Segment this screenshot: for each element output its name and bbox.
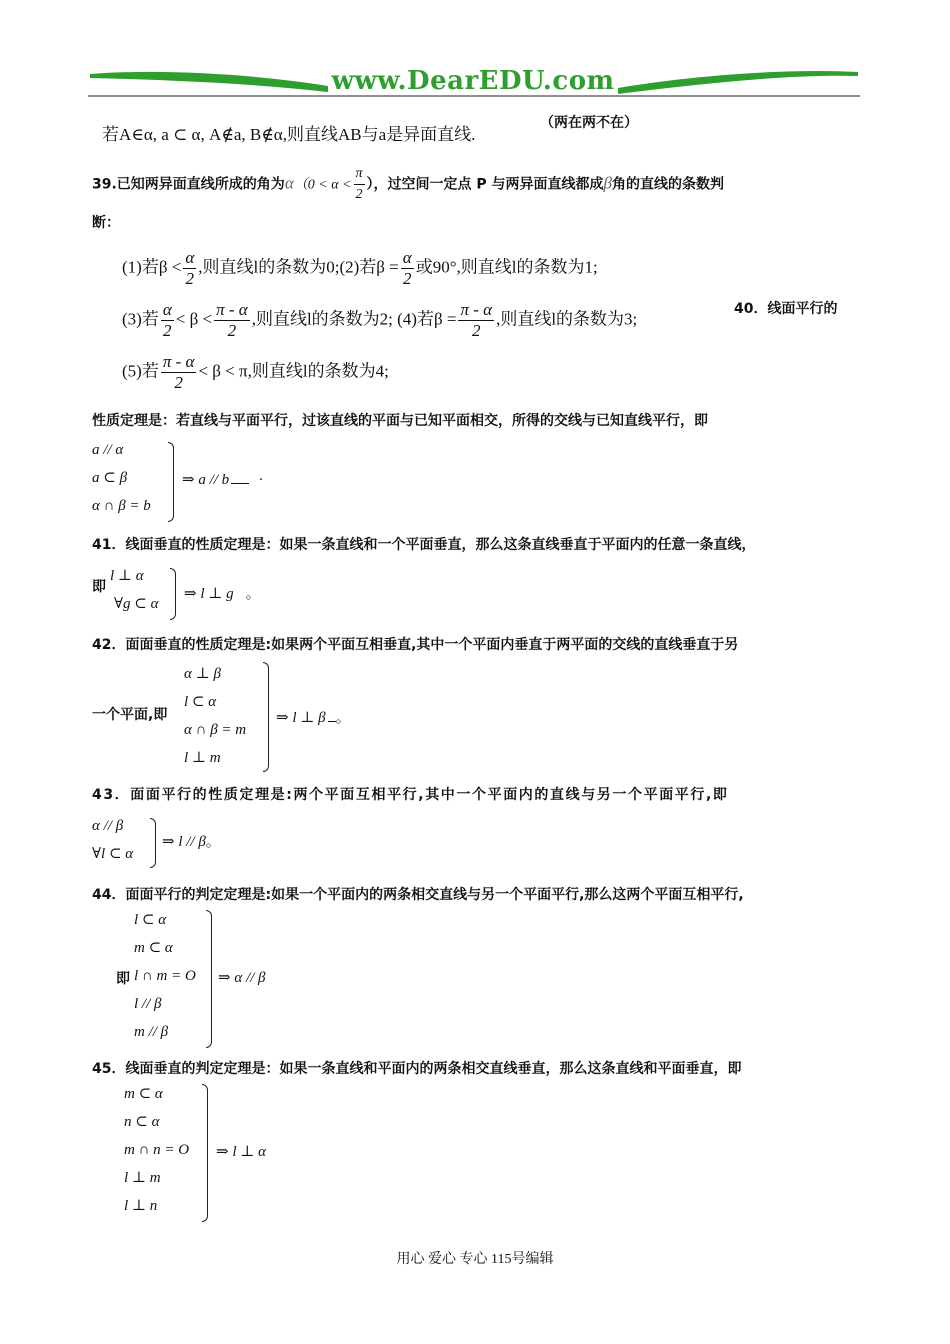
item-45-result	[216, 1142, 266, 1161]
header-banner	[88, 66, 860, 102]
item-42-result-text: ⇒ l ⊥ β	[276, 710, 326, 726]
item-42-end: 。	[335, 710, 351, 726]
item-40-body: 性质定理是：若直线与平面平行，过该直线的平面与已知平面相交，所得的交线与已知直线平行，即	[92, 413, 708, 429]
item-43-result	[162, 830, 221, 851]
item-40-cond-3: α ∩ β = b	[92, 498, 151, 514]
item-43-cond-2: ∀l ⊂ α	[92, 846, 134, 862]
item-43-brace	[150, 818, 156, 868]
case-5-pre: (5)若	[122, 361, 159, 381]
item-45-cond-1: m ⊂ α	[124, 1086, 163, 1102]
item-39	[92, 164, 724, 205]
item-43-text: 43．面面平行的性质定理是:两个平面互相平行,其中一个平面内的直线与另一个平面平行,即	[92, 787, 729, 803]
line-38	[102, 120, 475, 145]
item-40-cond-1: a // α	[92, 442, 124, 458]
case-1-pre: (1)若β <	[122, 257, 182, 277]
item-45-brace	[202, 1084, 208, 1222]
item-41-cond-2: ∀g ⊂ α	[114, 596, 159, 612]
item-42-conditions	[184, 660, 246, 772]
item-39-range: （0 < α <	[293, 177, 352, 193]
item-41-result-text: ⇒ l ⊥ g	[184, 586, 234, 602]
item-39-alpha: α	[284, 173, 294, 193]
case-4-pre: ,则直线l的条数为2; (4)若β =	[251, 309, 457, 329]
site-logo: www.DearEDU.com	[331, 66, 615, 96]
case-4-frac-den: 2	[472, 321, 481, 340]
item-42-cond-4: l ⊥ m	[184, 750, 221, 766]
case-1-frac-num: α	[185, 248, 195, 267]
item-42-text: 42．面面垂直的性质定理是:如果两个平面互相垂直,其中一个平面内垂直于两平面的交线的直线垂直于另	[92, 637, 739, 653]
case-3-frac-b	[214, 300, 250, 341]
item-43-conditions	[92, 812, 133, 868]
item-40-cond-2: a ⊂ β	[92, 470, 128, 486]
item-41-end: 。	[245, 586, 261, 602]
case-4-frac-num: π - α	[460, 300, 493, 319]
item-45-conditions	[124, 1080, 189, 1220]
case-5-frac-num: π - α	[162, 352, 195, 371]
item-41-brace	[170, 568, 176, 620]
item-44-text: 44．面面平行的判定定理是:如果一个平面内的两条相交直线与另一个平面平行,那么这两个平面互相平行,	[92, 887, 744, 903]
case-2-frac	[401, 248, 414, 289]
item-44-ji: 即	[116, 971, 130, 987]
item-42-cond-1: α ⊥ β	[184, 666, 221, 682]
case-5-post: < β < π,则直线l的条数为4;	[198, 361, 389, 381]
item-44-result	[218, 968, 266, 987]
item-42-result	[276, 706, 351, 727]
case-4-post: ,则直线l的条数为3;	[496, 309, 638, 329]
item-45-cond-5: l ⊥ n	[124, 1198, 158, 1214]
item-42-text-b: 一个平面,即	[92, 707, 168, 723]
item-42-cond-3: α ∩ β = m	[184, 722, 247, 738]
case-3-4	[122, 300, 637, 341]
item-39-text-a: 39.已知两异面直线所成的角为	[92, 176, 285, 193]
item-41-conditions	[110, 562, 159, 618]
case-5-frac-den: 2	[174, 373, 183, 392]
case-1-frac-den: 2	[185, 269, 195, 288]
item-42-cond-2: l ⊂ α	[184, 694, 217, 710]
case-3-pre: (3)若	[122, 309, 159, 329]
item-45-cond-2: n ⊂ α	[124, 1114, 160, 1130]
item-40-brace	[168, 442, 174, 522]
item-39-frac-den: 2	[355, 187, 363, 202]
case-3-frac-a-num: α	[162, 300, 172, 319]
case-2-post: 或90°,则直线l的条数为1;	[415, 257, 598, 277]
item-43-end: 。	[205, 834, 221, 850]
item-44-cond-2: m ⊂ α	[134, 940, 173, 956]
item-41-ji: 即	[92, 579, 106, 595]
item-45-result-text: ⇒ l ⊥ α	[216, 1144, 266, 1160]
case-5	[122, 352, 389, 393]
case-3-frac-b-num: π - α	[216, 300, 248, 319]
line-38-note: （两在两不在）	[540, 115, 638, 131]
item-41-cond-1: l ⊥ α	[110, 568, 144, 584]
item-44-result-text: ⇒ α // β	[218, 970, 266, 986]
item-39-beta: β	[603, 173, 612, 193]
page-footer: 用心 爱心 专心 115号编辑	[396, 1252, 554, 1267]
case-5-frac	[161, 352, 197, 393]
item-42-brace	[263, 662, 269, 772]
item-39-text-c: 角的直线的条数判	[612, 176, 724, 193]
item-44-cond-4: l // β	[134, 996, 162, 1012]
item-39-frac	[354, 164, 365, 205]
item-40-dot: ·	[258, 472, 263, 488]
case-2-frac-den: 2	[402, 269, 412, 288]
item-41-result	[184, 582, 261, 603]
case-1-frac	[183, 248, 196, 289]
item-41-text: 41．线面垂直的性质定理是：如果一条直线和一个平面垂直，那么这条直线垂直于平面内的任意一条直线，	[92, 537, 756, 553]
case-2-frac-num: α	[402, 248, 412, 267]
case-2-pre: ,则直线l的条数为0;(2)若β =	[198, 257, 399, 277]
item-45-cond-4: l ⊥ m	[124, 1170, 161, 1186]
item-40-result-text: ⇒ a // b	[182, 472, 230, 488]
item-39-frac-num: π	[354, 164, 365, 185]
item-45-text: 45．线面垂直的判定定理是：如果一条直线和平面内的两条相交直线垂直，那么这条直线和平面垂直，即	[92, 1061, 742, 1077]
item-44-cond-3: l ∩ m = O	[134, 968, 196, 984]
item-39-cont: 断：	[92, 215, 120, 231]
item-43-cond-1: α // β	[92, 818, 124, 834]
item-43-result-text: ⇒ l // β	[162, 834, 206, 850]
item-40-result	[182, 470, 263, 489]
line-38-text: 若A∈α, a ⊂ α, A∉a, B∉α,则直线AB与a是异面直线.	[102, 125, 476, 144]
item-45-cond-3: m ∩ n = O	[124, 1142, 190, 1158]
item-40-conditions	[92, 436, 151, 520]
item-39-text-b: ），过空间一定点 P 与两异面直线都成	[366, 176, 604, 193]
item-44-brace	[206, 910, 212, 1048]
case-1-2	[122, 248, 598, 289]
item-44-cond-1: l ⊂ α	[134, 912, 167, 928]
case-3-frac-a	[161, 300, 174, 341]
case-3-frac-b-den: 2	[227, 321, 237, 340]
item-44-cond-5: m // β	[134, 1024, 169, 1040]
item-40-heading: 40．线面平行的	[734, 301, 838, 317]
item-44-conditions	[134, 906, 196, 1046]
case-4-frac	[458, 300, 494, 341]
case-3-lt: < β <	[175, 309, 213, 329]
case-3-frac-a-den: 2	[163, 321, 172, 340]
